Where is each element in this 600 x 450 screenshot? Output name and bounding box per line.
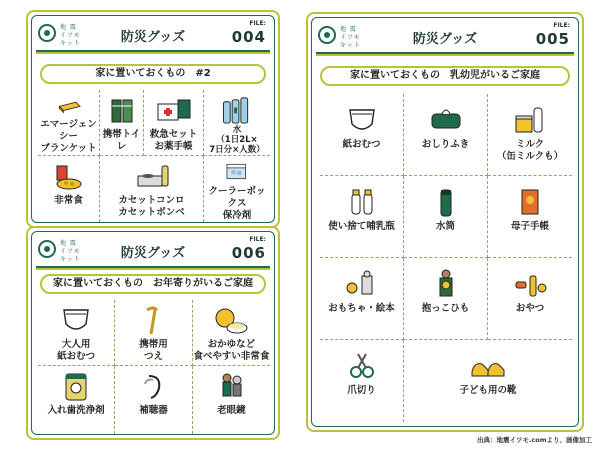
card-subtitle: 家に置いておくもの #2: [40, 64, 266, 84]
item-label: 補聴器: [139, 405, 168, 416]
header-divider: [316, 52, 574, 56]
item-cell: [100, 90, 144, 156]
item-label: クーラーボックス 保冷剤: [208, 186, 266, 221]
item-cell: [100, 156, 204, 222]
reading-glasses-icon: [211, 370, 251, 402]
item-cell: [38, 156, 100, 222]
water-flask-icon: [426, 186, 466, 218]
item-label: 母子手帳: [510, 221, 549, 232]
file-number: 004: [231, 28, 266, 46]
nail-clipper-icon: [342, 350, 382, 382]
item-label: おしりふき: [421, 139, 470, 150]
item-label: 抱っこひも: [421, 303, 470, 314]
diaper-icon: [342, 104, 382, 136]
item-label: おもちゃ・絵本: [328, 303, 395, 314]
brand-text: 地 震 イツモ キット: [60, 24, 82, 47]
items-grid: [320, 94, 572, 422]
cane-icon: [133, 304, 173, 336]
item-label: エマージェンシー ブランケット: [40, 119, 97, 154]
card-subtitle: 家に置いておくもの 乳幼児がいるご家庭: [320, 66, 570, 86]
item-cell: [320, 258, 404, 340]
brand-text: 地 震 イツモ キット: [340, 26, 362, 49]
card-004: [26, 10, 280, 228]
item-label: 紙おむつ: [342, 139, 381, 150]
item-label: ミルク （缶ミルクも）: [496, 139, 564, 162]
items-grid: [38, 90, 270, 222]
file-label: FILE:: [249, 236, 266, 243]
item-label: 水 （1日2L× 7日分×人数）: [209, 125, 265, 155]
item-cell: [115, 366, 192, 434]
card-006: [26, 226, 280, 440]
item-label: おかゆなど 食べやすい非常食: [193, 339, 270, 362]
item-label: 非常食: [54, 195, 83, 206]
card-header: [316, 22, 574, 56]
adult-diaper-icon: [56, 304, 96, 336]
item-cell: [404, 258, 488, 340]
file-number: 005: [535, 30, 570, 48]
item-label: 携帯用 つえ: [139, 339, 168, 362]
denture-cleaner-icon: [56, 370, 96, 402]
item-cell: [404, 176, 488, 258]
item-label: 使い捨て哺乳瓶: [328, 221, 395, 232]
porridge-icon: [211, 304, 251, 336]
card-header: [36, 20, 270, 54]
file-label: FILE:: [553, 22, 570, 29]
header-divider: [36, 266, 270, 270]
file-number: 006: [231, 244, 266, 262]
item-cell: [204, 156, 270, 222]
milk-icon: [510, 104, 550, 136]
item-cell: [38, 366, 115, 434]
card-005: [306, 12, 584, 432]
item-label: 水筒: [435, 221, 455, 232]
item-label: 子ども用の靴: [459, 385, 517, 396]
item-label: 入れ歯洗浄剤: [47, 405, 105, 416]
items-grid: [38, 300, 270, 434]
item-cell: [38, 90, 100, 156]
item-label: カセットコンロ カセットボンベ: [118, 195, 185, 218]
toys-icon: [342, 268, 382, 300]
item-cell: [193, 366, 270, 434]
wet-wipes-icon: [426, 104, 466, 136]
blanket-icon: [49, 94, 89, 116]
item-cell: [320, 94, 404, 176]
card-title: 防災グッズ: [412, 32, 478, 47]
first-aid-kit-icon: [154, 94, 194, 126]
item-label: 老眼鏡: [217, 405, 246, 416]
item-cell: [144, 90, 204, 156]
item-cell: [193, 300, 270, 366]
card-title: 防災グッズ: [120, 30, 186, 45]
card-header: [36, 236, 270, 270]
item-cell: [488, 258, 572, 340]
item-cell: [115, 300, 192, 366]
item-cell: [404, 94, 488, 176]
portable-toilet-icon: [102, 94, 142, 126]
kids-shoes-icon: [468, 350, 508, 382]
maternal-handbook-icon: [510, 186, 550, 218]
item-cell: [488, 176, 572, 258]
item-cell: [320, 176, 404, 258]
item-label: 救急セット お薬手帳: [149, 129, 198, 152]
item-label: おやつ: [515, 303, 545, 314]
file-label: FILE:: [249, 20, 266, 27]
header-divider: [36, 50, 270, 54]
gas-stove-icon: [132, 160, 172, 192]
hearing-aid-icon: [133, 370, 173, 402]
item-cell: [404, 340, 572, 422]
source-credit: 出典：地震イツモ.comより、画像加工: [476, 436, 592, 444]
baby-carrier-icon: [426, 268, 466, 300]
snacks-icon: [510, 268, 550, 300]
item-cell: [204, 90, 270, 156]
cooler-box-icon: [217, 160, 257, 183]
baby-bottle-icon: [342, 186, 382, 218]
item-label: 携帯トイレ: [102, 129, 141, 152]
item-label: 爪切り: [347, 385, 376, 396]
card-subtitle: 家に置いておくもの お年寄りがいるご家庭: [40, 274, 266, 294]
card-title: 防災グッズ: [120, 246, 186, 261]
water-bottles-icon: [217, 94, 257, 125]
item-cell: [488, 94, 572, 176]
item-cell: [320, 340, 404, 422]
emergency-food-icon: [49, 160, 89, 192]
item-cell: [38, 300, 115, 366]
brand-text: 地 震 イツモ キット: [60, 240, 82, 263]
item-label: 大人用 紙おむつ: [57, 339, 96, 362]
